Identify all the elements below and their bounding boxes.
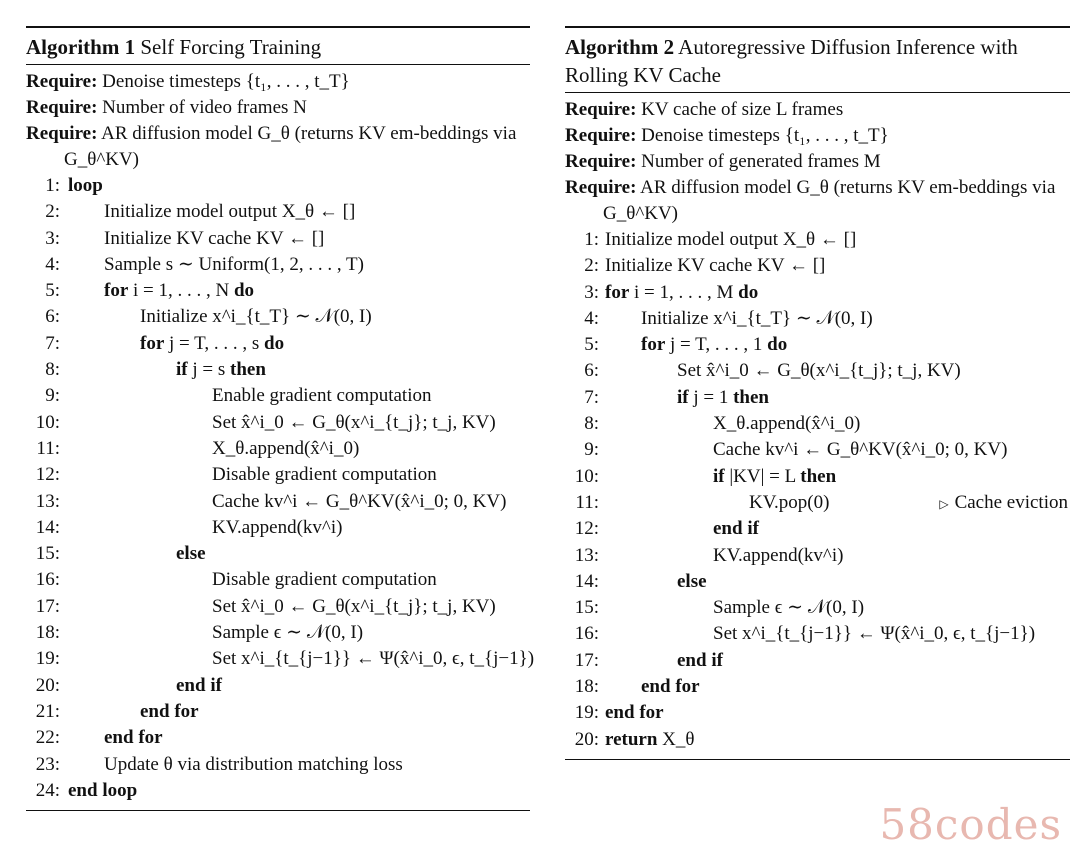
algorithm-line — [565, 674, 1070, 700]
line-number: 3: — [45, 227, 60, 249]
statement: i = 1, . . . , N — [128, 280, 234, 302]
keyword: if — [176, 359, 188, 381]
bottom-rule — [26, 810, 530, 811]
keyword: do — [738, 281, 759, 303]
line-code — [605, 280, 758, 306]
algorithm-line — [565, 543, 1070, 569]
algorithm-line — [565, 253, 1070, 279]
require-line — [565, 97, 1070, 123]
line-number: 5: — [584, 334, 599, 356]
line-number: 15: — [574, 597, 599, 619]
keyword: end for — [140, 700, 199, 722]
line-code — [212, 567, 437, 593]
statement: i = 1, . . . , M — [629, 281, 739, 303]
line-number: 14: — [574, 570, 599, 592]
line-number: 2: — [584, 255, 599, 277]
algorithm-line — [26, 199, 530, 225]
require-line — [565, 175, 1070, 227]
line-code — [104, 752, 403, 778]
line-code — [140, 331, 284, 357]
line-code — [677, 648, 723, 674]
algorithm-line — [565, 411, 1070, 437]
statement: KV.append(kv^i) — [212, 516, 343, 538]
line-number: 20: — [35, 674, 60, 696]
statement: Cache kv^i ← G_θ^KV(x̂^i_0; 0, KV) — [713, 439, 1008, 461]
algorithm-line — [26, 699, 530, 725]
line-code — [641, 332, 787, 358]
keyword: then — [800, 465, 837, 487]
line-number: 4: — [584, 307, 599, 329]
line-code — [212, 646, 534, 672]
statement: X_θ.append(x̂^i_0) — [212, 437, 360, 459]
keyword: do — [264, 332, 285, 354]
line-code — [212, 594, 496, 620]
statement: j = 1 — [688, 386, 734, 408]
statement: Initialize x^i_{t_T} ∼ 𝒩(0, I) — [641, 307, 873, 329]
algorithm-line — [26, 778, 530, 804]
algorithm-caption — [565, 28, 1070, 92]
line-code — [713, 543, 843, 569]
line-number: 21: — [35, 700, 60, 722]
require-line — [565, 123, 1070, 149]
algorithm-line — [26, 173, 530, 199]
statement: j = s — [187, 359, 230, 381]
line-number: 18: — [574, 676, 599, 698]
algorithm-body — [565, 93, 1070, 753]
line-code — [104, 199, 355, 225]
algorithm-line — [26, 725, 530, 751]
algorithm-line — [565, 385, 1070, 411]
line-code — [605, 253, 825, 279]
keyword: end loop — [68, 779, 138, 801]
line-number: 1: — [45, 175, 60, 196]
line-number: 23: — [35, 753, 60, 775]
line-code — [212, 436, 359, 462]
statement: Set x̂^i_0 ← G_θ(x^i_{t_j}; t_j, KV) — [212, 595, 496, 617]
line-code — [713, 464, 836, 490]
comment-text: Cache eviction — [954, 491, 1068, 513]
statement: Set x̂^i_0 ← G_θ(x^i_{t_j}; t_j, KV) — [677, 360, 961, 382]
line-number: 19: — [35, 648, 60, 670]
keyword: for — [641, 334, 666, 356]
line-number: 16: — [35, 569, 60, 591]
require-keyword: Require: — [565, 151, 637, 172]
require-keyword: Require: — [26, 71, 98, 92]
algorithm-line — [26, 410, 530, 436]
keyword: end if — [713, 518, 759, 540]
line-number: 17: — [574, 649, 599, 671]
line-number: 12: — [574, 518, 599, 540]
line-number: 13: — [35, 490, 60, 512]
statement: |KV| = L — [724, 465, 801, 487]
algorithm-line — [26, 541, 530, 567]
statement: Enable gradient computation — [212, 385, 432, 407]
algorithm-line — [565, 727, 1070, 753]
require-text: Number of video frames N — [102, 97, 307, 118]
line-code — [212, 620, 363, 646]
line-code — [212, 383, 431, 409]
algorithm-line — [565, 358, 1070, 384]
algorithm-line — [26, 752, 530, 778]
statement: Initialize KV cache KV ← [] — [104, 227, 325, 249]
require-text: AR diffusion model G_θ (returns KV em-beddings via G_θ^KV) — [64, 123, 517, 170]
line-code — [176, 541, 206, 567]
line-code — [212, 462, 437, 488]
algorithm-label: Algorithm 2 — [565, 35, 675, 59]
statement: Initialize model output X_θ ← [] — [605, 229, 857, 250]
line-code — [140, 699, 199, 725]
line-number: 9: — [584, 439, 599, 461]
algorithm-2-block — [565, 26, 1070, 760]
line-number: 2: — [45, 201, 60, 223]
statement: j = T, . . . , s — [164, 332, 265, 354]
require-keyword: Require: — [26, 97, 98, 118]
line-code — [713, 437, 1007, 463]
line-code — [641, 674, 700, 700]
algorithm-line — [26, 304, 530, 330]
line-code — [104, 252, 364, 278]
require-line — [565, 149, 1070, 175]
keyword: for — [104, 280, 129, 302]
keyword: then — [733, 386, 770, 408]
keyword: else — [176, 543, 206, 565]
comment-triangle-icon: ▷ — [939, 496, 949, 511]
keyword: end if — [677, 649, 723, 671]
statement: Disable gradient computation — [212, 569, 437, 591]
bottom-rule — [565, 759, 1070, 760]
line-number: 8: — [45, 359, 60, 381]
keyword: then — [230, 359, 266, 381]
statement: KV.append(kv^i) — [713, 544, 844, 566]
line-code — [713, 516, 759, 542]
line-code — [605, 700, 664, 726]
keyword: do — [767, 334, 788, 356]
algorithm-line — [26, 567, 530, 593]
line-code — [641, 306, 873, 332]
algorithm-line — [565, 700, 1070, 726]
statement: X_θ.append(x̂^i_0) — [713, 413, 861, 435]
keyword: end for — [605, 702, 664, 724]
require-line — [26, 69, 530, 95]
statement: KV.pop(0) — [749, 491, 830, 513]
line-number: 17: — [35, 595, 60, 617]
line-code — [749, 490, 829, 516]
line-number: 20: — [574, 728, 599, 750]
line-code — [104, 226, 324, 252]
algorithm-line — [26, 646, 535, 672]
keyword: if — [677, 386, 689, 408]
line-number: 6: — [584, 360, 599, 382]
keyword: else — [677, 570, 707, 592]
algorithm-line — [26, 594, 530, 620]
algorithm-line — [565, 490, 1070, 516]
algorithm-line — [26, 226, 530, 252]
line-number: 12: — [35, 464, 60, 486]
line-number: 18: — [35, 622, 60, 644]
algorithm-line — [26, 620, 530, 646]
line-code — [713, 411, 860, 437]
watermark: 58codes — [879, 800, 1062, 849]
keyword: for — [605, 281, 630, 303]
require-text: Denoise timesteps {t₁, . . . , t_T} — [641, 125, 889, 146]
line-code — [713, 595, 864, 621]
line-number: 4: — [45, 253, 60, 275]
algorithm-caption — [26, 28, 530, 64]
line-number: 11: — [575, 491, 599, 513]
statement: j = T, . . . , 1 — [665, 334, 768, 356]
line-number: 13: — [574, 544, 599, 566]
algorithm-line — [26, 515, 530, 541]
require-line — [26, 121, 530, 173]
algorithm-line — [565, 516, 1070, 542]
statement: Initialize KV cache KV ← [] — [605, 255, 826, 277]
line-code — [104, 725, 163, 751]
require-keyword: Require: — [565, 177, 637, 198]
line-code — [677, 569, 707, 595]
algorithm-line — [26, 673, 530, 699]
algorithm-line — [26, 331, 530, 357]
require-keyword: Require: — [565, 99, 637, 120]
algorithm-line — [565, 595, 1070, 621]
line-code — [677, 358, 961, 384]
line-number: 7: — [584, 386, 599, 408]
statement: Set x^i_{t_{j−1}} ← Ψ(x̂^i_0, ϵ, t_{j−1}) — [713, 623, 1036, 645]
statement: Initialize x^i_{t_T} ∼ 𝒩(0, I) — [140, 306, 372, 328]
line-code — [104, 278, 254, 304]
algorithm-line — [565, 648, 1070, 674]
line-number: 11: — [36, 437, 60, 459]
algorithm-title: Self Forcing Training — [140, 35, 322, 59]
statement: Sample ϵ ∼ 𝒩(0, I) — [212, 622, 364, 644]
keyword: loop — [68, 175, 103, 196]
require-text: Number of generated frames M — [641, 151, 881, 172]
comment — [939, 490, 1068, 517]
line-code — [677, 385, 769, 411]
line-number: 19: — [574, 702, 599, 724]
require-text: AR diffusion model G_θ (returns KV em-beddings via G_θ^KV) — [603, 177, 1056, 224]
require-keyword: Require: — [565, 125, 637, 146]
algorithm-line — [565, 621, 1070, 647]
keyword: for — [140, 332, 165, 354]
algorithm-1-block — [26, 26, 535, 811]
statement: Set x^i_{t_{j−1}} ← Ψ(x̂^i_0, ϵ, t_{j−1}) — [212, 648, 535, 670]
algorithm-label: Algorithm 1 — [26, 35, 136, 59]
require-keyword: Require: — [26, 123, 98, 144]
line-number: 22: — [35, 727, 60, 749]
keyword: end if — [176, 674, 222, 696]
algorithm-line — [565, 280, 1070, 306]
statement: Cache kv^i ← G_θ^KV(x̂^i_0; 0, KV) — [212, 490, 507, 512]
algorithm-line — [26, 489, 530, 515]
keyword: end for — [104, 727, 163, 749]
line-code — [713, 621, 1035, 647]
keyword: if — [713, 465, 725, 487]
algorithm-line — [26, 383, 530, 409]
statement: Sample ϵ ∼ 𝒩(0, I) — [713, 597, 865, 619]
line-number: 9: — [45, 385, 60, 407]
line-code — [68, 173, 103, 199]
line-code — [605, 227, 856, 253]
algorithm-title: Autoregressive Diffusion Inference with Rolling KV Cache — [565, 35, 1018, 87]
algorithm-line — [565, 569, 1070, 595]
algorithm-line — [26, 252, 530, 278]
algorithm-line — [26, 357, 530, 383]
require-text: Denoise timesteps {t₁, . . . , t_T} — [102, 71, 350, 92]
statement: Update θ via distribution matching loss — [104, 753, 403, 775]
algorithm-line — [565, 306, 1070, 332]
statement: Disable gradient computation — [212, 464, 437, 486]
line-code — [176, 673, 222, 699]
line-number: 8: — [584, 413, 599, 435]
algorithm-body — [26, 65, 535, 804]
line-number: 6: — [45, 306, 60, 328]
algorithm-line — [565, 437, 1070, 463]
line-number: 15: — [35, 543, 60, 565]
line-number: 10: — [574, 465, 599, 487]
keyword: do — [233, 280, 255, 302]
statement: Initialize model output X_θ ← [] — [104, 201, 356, 223]
require-text: KV cache of size L frames — [641, 99, 844, 120]
line-number: 16: — [574, 623, 599, 645]
statement: Sample s ∼ Uniform(1, 2, . . . , T) — [104, 253, 364, 275]
algorithm-line — [26, 278, 530, 304]
line-code — [212, 515, 342, 541]
line-number: 5: — [45, 280, 60, 302]
line-code — [140, 304, 372, 330]
line-code — [605, 727, 695, 753]
line-number: 1: — [584, 229, 599, 250]
line-number: 10: — [35, 411, 60, 433]
line-number: 24: — [35, 779, 60, 801]
line-number: 14: — [35, 516, 60, 538]
algorithm-line — [565, 332, 1070, 358]
algorithm-line — [565, 464, 1070, 490]
keyword: return — [605, 728, 658, 750]
line-code — [212, 410, 496, 436]
statement: Set x̂^i_0 ← G_θ(x^i_{t_j}; t_j, KV) — [212, 411, 496, 433]
require-line — [26, 95, 530, 121]
keyword: end for — [641, 676, 700, 698]
algorithm-line — [26, 462, 530, 488]
line-code — [68, 778, 137, 804]
algorithm-line — [26, 436, 530, 462]
statement: X_θ — [657, 728, 695, 750]
line-number: 7: — [45, 332, 60, 354]
line-code — [176, 357, 266, 383]
line-number: 3: — [584, 281, 599, 303]
algorithm-line — [565, 227, 1070, 253]
line-code — [212, 489, 506, 515]
